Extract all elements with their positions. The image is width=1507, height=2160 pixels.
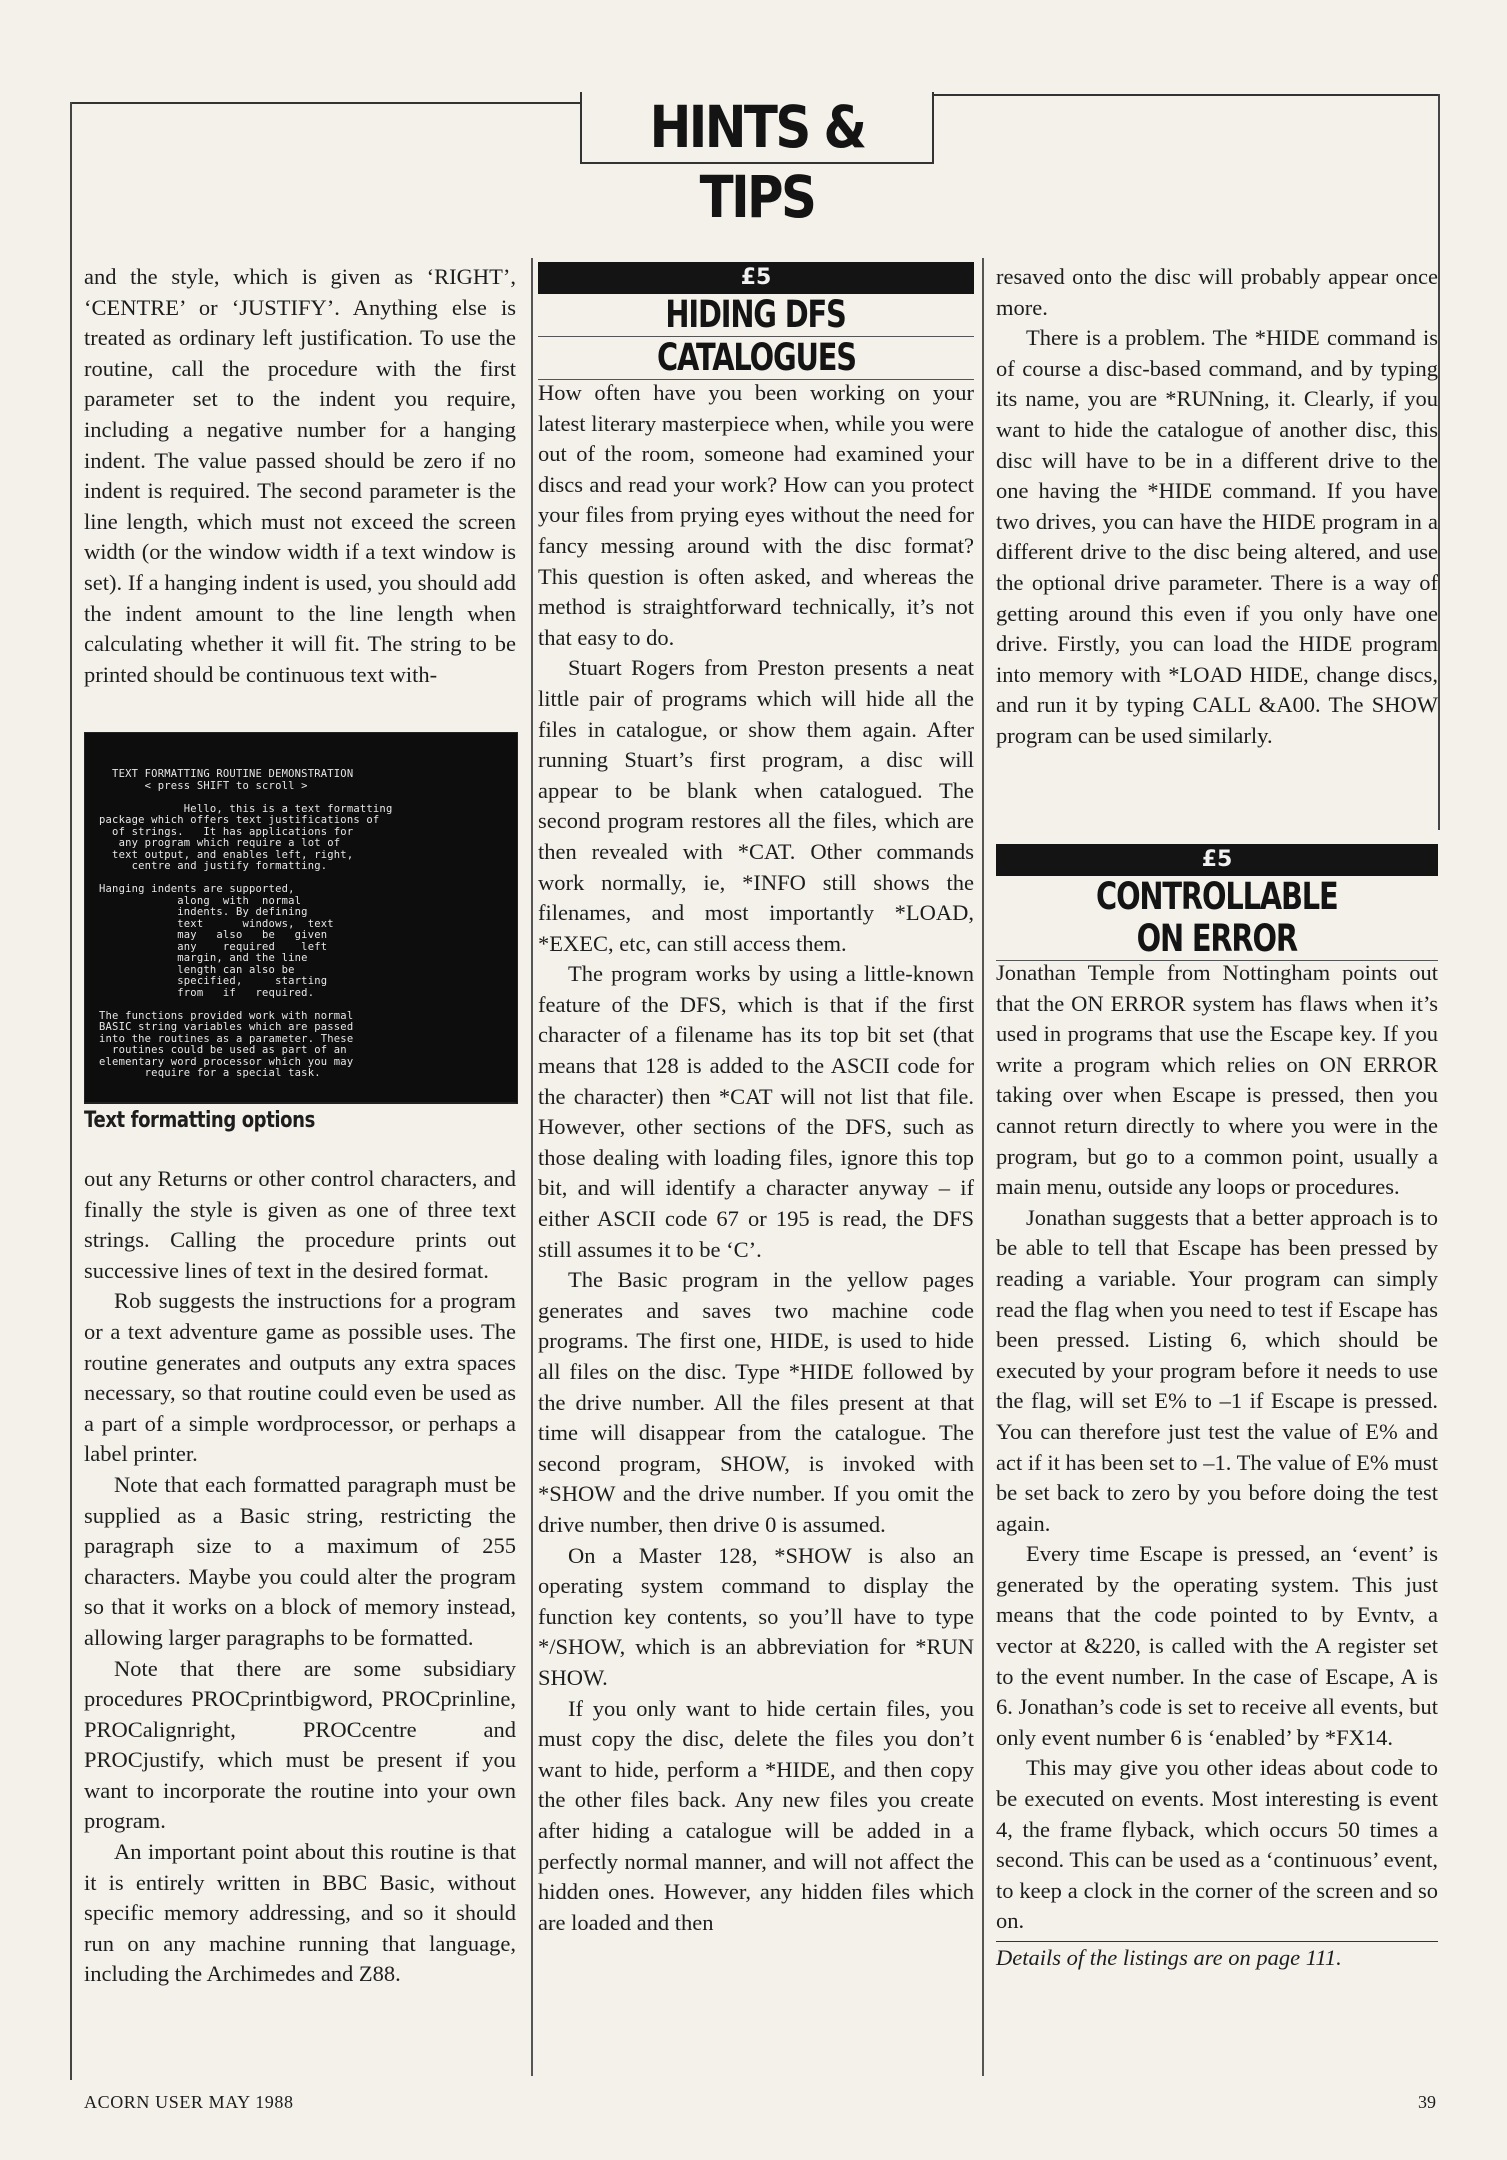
article-header-hiding-dfs [538, 262, 974, 380]
paragraph: out any Returns or other control characters, and finally the style is given as one of three text strings. Calling the procedure prints out successive lines of text in the desired format. [84, 1166, 516, 1283]
paragraph: This may give you other ideas about code to be executed on events. Most interesting is event 4, the frame flyback, which occurs 50 times a second. This can be used as a ‘continuous’ event, to keep a clock in the corner of the screen and so on. [996, 1755, 1438, 1934]
frame-top-rule-right [934, 94, 1440, 96]
paragraph: Note that there are some subsidiary procedures PROCprintbigword, PROCprinline, PROCalignright, PROCcentre and PROCjustify, which must be present if you want to incorporate the routine into your own program. [84, 1655, 516, 1834]
frame-left-rule [70, 102, 72, 2080]
column-1-bottom [84, 1164, 516, 1990]
paragraph: If you only want to hide certain files, you must copy the disc, delete the files you don’t want to hide, perform a *HIDE, and then copy the other files back. Any new files you create after hiding a catalogue will be added in a perfectly normal manner, and will not affect the hidden ones. However, any hidden files which are loaded and then [538, 1695, 974, 1935]
screen-capture-text: TEXT FORMATTING ROUTINE DEMONSTRATION < press SHIFT to scroll > Hello, this is a text formatting package which offers text justifications of of strings. It has applications for any program which require a lot of text output, and enables left, right, centre and justify formatting. Hanging indents are supported, along with normal indents. By defining text windows, text may also be given any required left margin, and the line length can also be specified, starting from if required. The functions provided work with normal BASIC string variables which are passed into the routines as a parameter. These routines could be used as part of an elementary word processor which you may require for a special task. [99, 768, 393, 1079]
paragraph: On a Master 128, *SHOW is also an operating system command to display the function key contents, so you’ll have to type */SHOW, which is an abbreviation for *RUN SHOW. [538, 1542, 974, 1690]
article-heading-line2: ON ERROR [1136, 917, 1298, 960]
frame-right-rule [1438, 94, 1440, 830]
paragraph: Note that each formatted paragraph must be supplied as a Basic string, restricting the paragraph size to a maximum of 255 characters. Maybe you could alter the program so that it works on a block of memory instead, allowing larger paragraphs to be formatted. [84, 1471, 516, 1650]
column-divider-1 [531, 258, 533, 2076]
article-header-controllable-on-error [996, 844, 1438, 961]
paragraph: Jonathan Temple from Nottingham points out that the ON ERROR system has flaws when it’s used in programs that use the Escape key. If you write a program which relies on ON ERROR taking over when Escape is pressed, then you cannot return directly to where you were in the program, but go to a common point, usually a main menu, outside any loops or procedures. [996, 960, 1438, 1200]
article-heading: HIDING DFS [665, 293, 847, 336]
column-3-top [996, 262, 1438, 752]
listings-note: Details of the listings are on page 111. [996, 1941, 1438, 1974]
column-2 [538, 378, 974, 1938]
page-number: 39 [1418, 2092, 1436, 2112]
paragraph: resaved onto the disc will probably appear once more. [996, 264, 1438, 320]
masthead-title: HINTS & TIPS [649, 93, 865, 231]
masthead [580, 92, 934, 231]
price-badge: £5 [996, 844, 1438, 876]
article-heading-line2: CATALOGUES [656, 336, 856, 379]
paragraph: How often have you been working on your latest literary masterpiece when, while you were out of the room, someone had examined your discs and read your work? How can you protect your files from prying eyes without the need for fancy messing around with the disc format? This question is often asked, and whereas the method is straightforward technically, it’s not that easy to do. [538, 380, 974, 650]
paragraph: Jonathan suggests that a better approach is to be able to tell that Escape has been pressed by reading a variable. Your program can simply read the flag when you need to test if Escape has been pressed. Listing 6, which should be executed by your program before it needs to use the flag, will set E% to –1 if Escape is pressed. You can therefore just test the value of E% and act if it has been set to –1. The value of E% must be set back to zero by you before doing the test again. [996, 1204, 1438, 1536]
article-heading: CONTROLLABLE [1096, 875, 1338, 918]
paragraph: Stuart Rogers from Preston presents a neat little pair of programs which will hide all the files in catalogue, or show them again. After running Stuart’s first program, a disc will appear to be blank when catalogued. The second program restores all the files, which are then revealed with *CAT. Other commands work normally, ie, *INFO still shows the filenames, and most importantly *LOAD, *EXEC, etc, can still access them. [538, 655, 974, 956]
screen-capture-image [84, 732, 518, 1104]
column-divider-2 [982, 258, 984, 2076]
paragraph: Every time Escape is pressed, an ‘event’ is generated by the operating system. This just means that the code pointed to by Evntv, a vector at &220, is called with the A register set to the event number. In the case of Escape, A is 6. Jonathan’s code is set to receive all events, but only event number 6 is ‘enabled’ by *FX14. [996, 1541, 1438, 1750]
frame-top-rule-left [70, 102, 580, 104]
column-3-bottom [996, 958, 1438, 1974]
paragraph: There is a problem. The *HIDE command is of course a disc-based command, and by typing its name, you are *RUNning, it. Clearly, if you want to hide the catalogue of another disc, this disc will have to be in a different drive to the one having the *HIDE command. If you have two drives, you can have the HIDE program in a different drive to the disc being altered, and use the optional drive parameter. There is a way of getting around this even if you only have one drive. Firstly, you can load the HIDE program into memory with *LOAD HIDE, change discs, and run it by typing CALL &A00. The SHOW program can be used similarly. [996, 325, 1438, 748]
figure-caption: Text formatting options [84, 1102, 516, 1136]
footer-publication: ACORN USER MAY 1988 [84, 2092, 294, 2112]
paragraph: and the style, which is given as ‘RIGHT’, ‘CENTRE’ or ‘JUSTIFY’. Anything else is treated as ordinary left justification. To use the routine, call the procedure with the first parameter set to the indent you require, including a negative number for a hanging indent. The value passed should be zero if no indent is required. The second parameter is the line length, which must not exceed the screen width (or the window width if a text window is set). If a hanging indent is used, you should add the indent amount to the line length when calculating whether it will fit. The string to be printed should be continuous text with- [84, 264, 516, 687]
paragraph: The Basic program in the yellow pages generates and saves two machine code programs. The first one, HIDE, is used to hide all files on the disc. Type *HIDE followed by the drive number. All the files present at that time will disappear from the catalogue. The second program, SHOW, is invoked with *SHOW and the drive number. If you omit the drive number, then drive 0 is assumed. [538, 1267, 974, 1537]
paragraph: Rob suggests the instructions for a program or a text adventure game as possible uses. The routine generates and outputs any extra spaces necessary, so that routine could even be used as a part of a simple wordprocessor, or perhaps a label printer. [84, 1288, 516, 1467]
paragraph: The program works by using a little-known feature of the DFS, which is that if the first character of a filename has its top bit set (that means that 128 is added to the ASCII code for the character) then *CAT will not list that file. However, other sections of the DFS, such as those dealing with loading files, ignore this top bit, and will identify a character anyway – if either ASCII code 67 or 195 is read, the DFS still assumes it to be ‘C’. [538, 961, 974, 1262]
price-badge: £5 [538, 262, 974, 294]
paragraph: An important point about this routine is that it is entirely written in BBC Basic, without specific memory addressing, and so it should run on any machine running that language, including the Archimedes and Z88. [84, 1839, 516, 1987]
column-1-top [84, 262, 516, 690]
